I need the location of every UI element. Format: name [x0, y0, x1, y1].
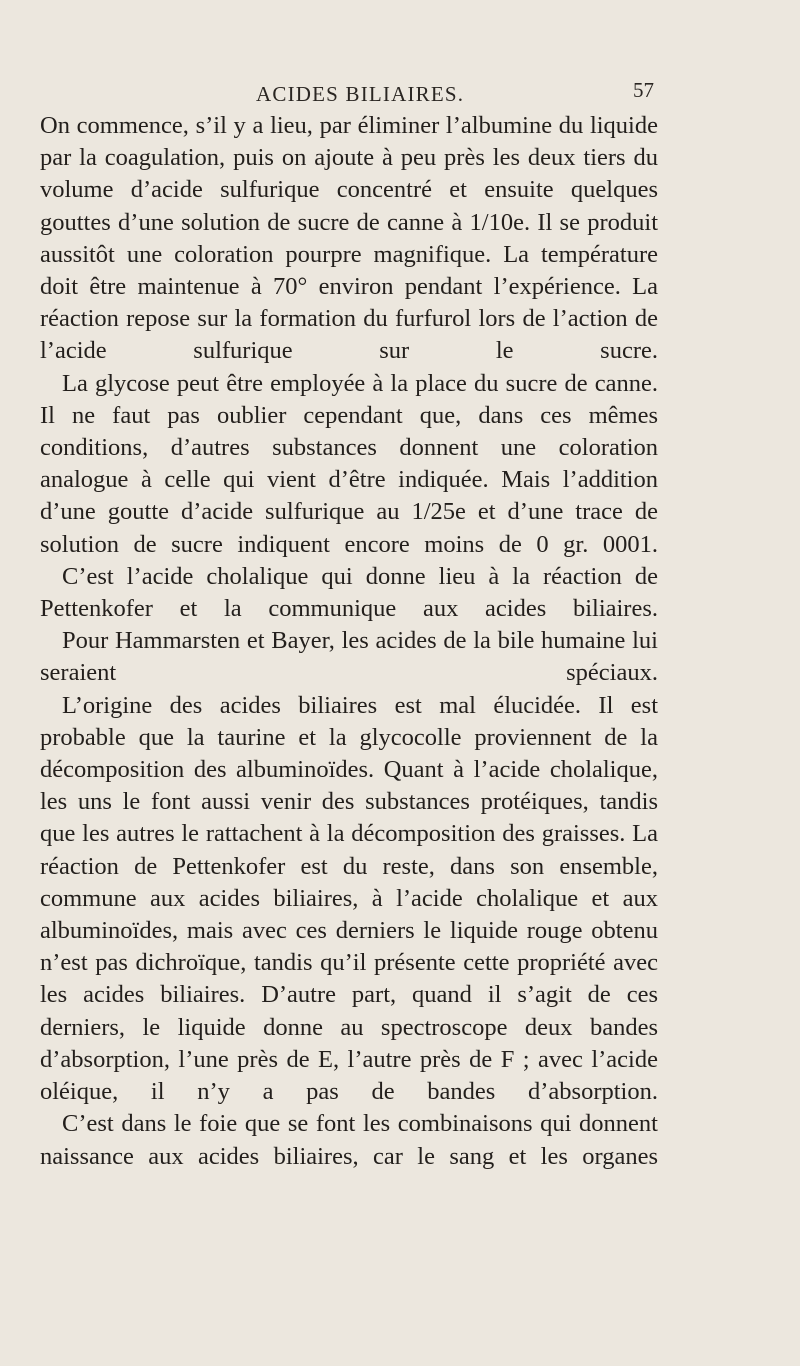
paragraph-origin-bile-acids: L’origine des acides biliaires est mal élucidée. Il est probable que la taurine et la glycocolle proviennent de la décomposition des albuminoïdes. Quant à l’acide cholalique, les uns le font aussi venir des substances protéiques, tandis que les autres le rattachent à la décomposition des graisses. La réaction de Pettenkofer est du reste, dans son ensemble, commune aux acides biliaires, à l’acide cholalique et aux albuminoïdes, mais avec ces derniers le liquide rouge obtenu n’est pas dichroïque, tandis qu’il présente cette propriété avec les acides biliaires. D’autre part, quand il s’agit de ces derniers, le liquide donne au spectroscope deux bandes d’absorption, l’une près de E, l’autre près de F ; avec l’acide oléique, il n’y a pas de bandes d’absorption. — [40, 691, 658, 1106]
paragraph-cholalic-acid: C’est l’acide cholalique qui donne lieu à la réaction de Pettenkofer et la communique aux acides biliaires. — [40, 562, 658, 623]
paragraph-glycose: La glycose peut être employée à la place du sucre de canne. Il ne faut pas oublier cependant que, dans ces mêmes conditions, d’autres substances donnent une coloration analogue à celle qui vient d’être indiquée. Mais l’addition d’une goutte d’acide sulfurique au 1/25e et d’une trace de solution de sucre indiquent encore moins de 0 gr. 0001. — [40, 369, 658, 558]
paragraph-sulfuric-acid-test: On commence, s’il y a lieu, par éliminer l’albumine du liquide par la coagulation, puis on ajoute à peu près les deux tiers du volume d’acide sulfurique concentré et ensuite quelques gouttes d’une solution de sucre de canne à 1/10e. Il se produit aussitôt une coloration pourpre magnifique. La température doit être maintenue à 70° environ pendant l’expérience. La réaction repose sur la formation du furfurol lors de l’action de l’acide sulfurique sur le sucre. — [40, 112, 658, 365]
running-title: ACIDES BILIAIRES. — [256, 82, 465, 106]
page-header — [228, 78, 660, 112]
paragraph-liver: C’est dans le foie que se font les combinaisons qui donnent naissance aux acides biliaires, car le sang et les organes — [40, 1110, 658, 1170]
paragraph-hammarsten-bayer: Pour Hammarsten et Bayer, les acides de la bile humaine lui seraient spéciaux. — [40, 627, 658, 687]
body-text — [40, 110, 658, 1173]
page-number: 57 — [633, 78, 654, 102]
